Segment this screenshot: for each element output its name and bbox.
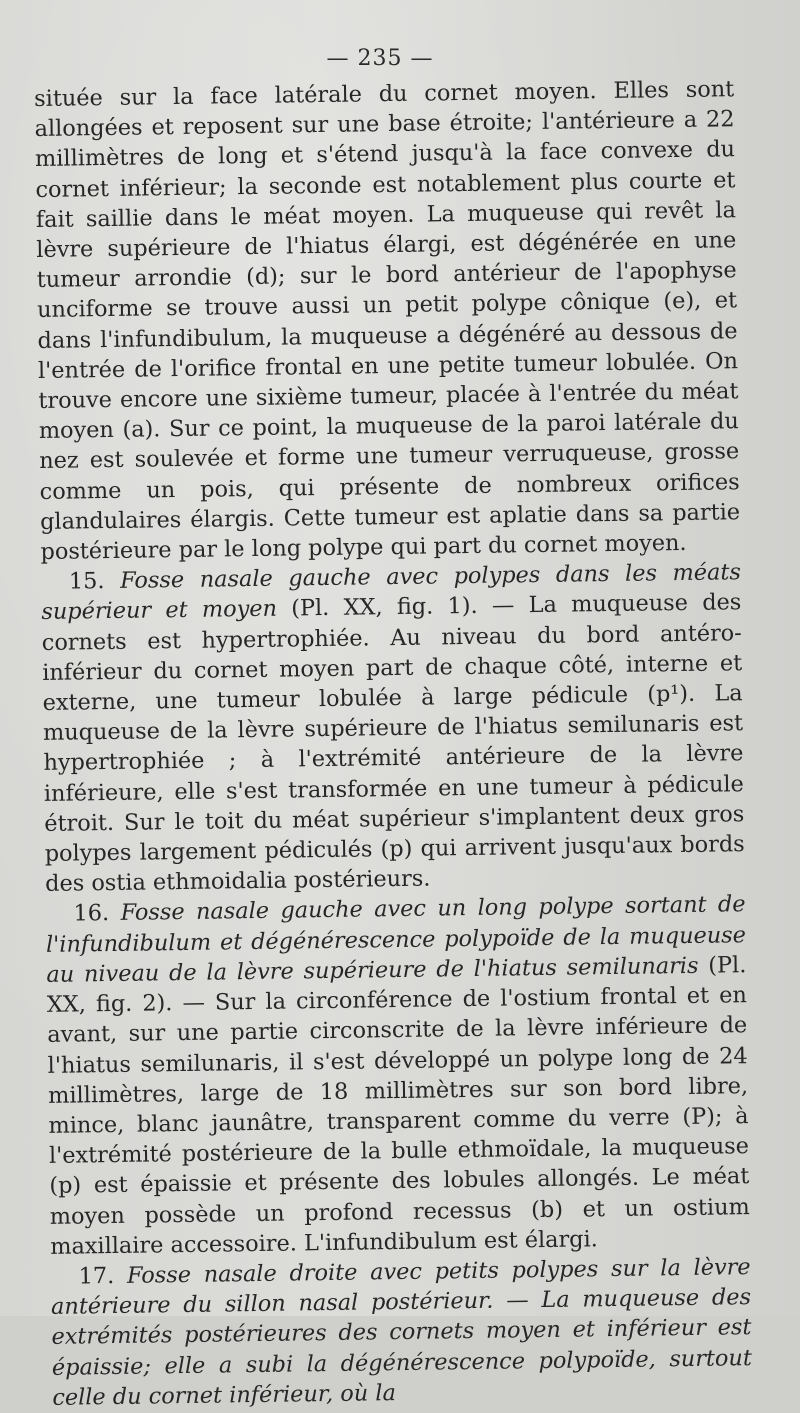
case-16-body: (Pl. XX, fig. 2). — Sur la circonférence de l'ostium frontal et en avant, sur une partie circonscrite de la lèvre inférieure de l'hiatus semilunaris, il s'est développé un polype long de 24 millimètres, large de 18 millimètres sur son bord libre, mince, blanc jaunâtre, transparent comme du verre (P); à l'extrémité postérieure de la bulle ethmoïdale, la muqueuse (p) est épaissie et présente des lobules allongés. Le méat moyen possède un profond recessus (b) et un ostium maxillaire accessoire. L'infundibulum est élargi.: [46, 952, 750, 1260]
case-15-number: 15.: [68, 568, 105, 595]
case-17-title: Fosse nasale droite avec petits polypes sur la lèvre antérieure du sillon nasal postérieur.: [50, 1254, 751, 1321]
case-15-title: Fosse nasale gauche avec polypes dans les méats supérieur et moyen: [41, 559, 742, 626]
body-text: [34, 74, 752, 1413]
paragraph-case-15: [41, 557, 746, 899]
paragraph-case-17: [50, 1252, 752, 1413]
page-number: — 235 —: [326, 46, 434, 71]
case-16-title: Fosse nasale gauche avec un long polype sortant de l'infundibulum et dégénérescence polypoïde de la muqueuse au niveau de la lèvre supérieure de l'hiatus semilunaris: [45, 891, 747, 988]
case-17-body: La muqueuse des extrémités postérieures des cornets moyen et inférieur est épaissie; elle a subi la dégénérescence polypoïde, surtout celle du cornet inférieur, où la: [51, 1284, 753, 1411]
case-17-dash: —: [493, 1287, 542, 1314]
case-17-number: 17.: [78, 1262, 115, 1290]
case-16-number: 16.: [73, 900, 110, 928]
case-15-body: (Pl. XX, fig. 1). — La muqueuse des cornets est hypertrophiée. Au niveau du bord antéro-inférieur du cornet moyen part de chaque côté, interne et externe, une tumeur lobulée à large pédicule (p¹). La muqueuse de la lèvre supérieure de l'hiatus semilunaris est hypertrophiée ; à l'extrémité antérieure de la lèvre inférieure, elle s'est transformée en une tumeur à pédicule étroit. Sur le toit du méat supérieur s'implantent deux gros polypes largement pédiculés (p) qui arrivent jusqu'aux bords des ostia ethmoidalia postérieurs.: [41, 589, 745, 898]
paragraph-case-16: [45, 890, 750, 1262]
paragraph-intro: située sur la face latérale du cornet moyen. Elles sont allongées et reposent sur une base étroite; l'antérieure a 22 millimètres de long et s'étend jusqu'à la face convexe du cornet inférieur; la seconde est notablement plus courte et fait saillie dans le méat moyen. La muqueuse qui revêt la lèvre supérieure de l'hiatus élargi, est dégénérée en une tumeur arrondie (d); sur le bord antérieur de l'apophyse unciforme se trouve aussi un petit polype cônique (e), et dans l'infundibulum, la muqueuse a dégénéré au dessous de l'entrée de l'orifice frontal en une petite tumeur lobulée. On trouve encore une sixième tumeur, placée à l'entrée du méat moyen (a). Sur ce point, la muqueuse de la paroi latérale du nez est soulevée et forme une tumeur verruqueuse, grosse comme un pois, qui présente de nombreux orifices glandulaires élargis. Cette tumeur est aplatie dans sa partie postérieure par le long polype qui part du cornet moyen.: [34, 76, 741, 565]
